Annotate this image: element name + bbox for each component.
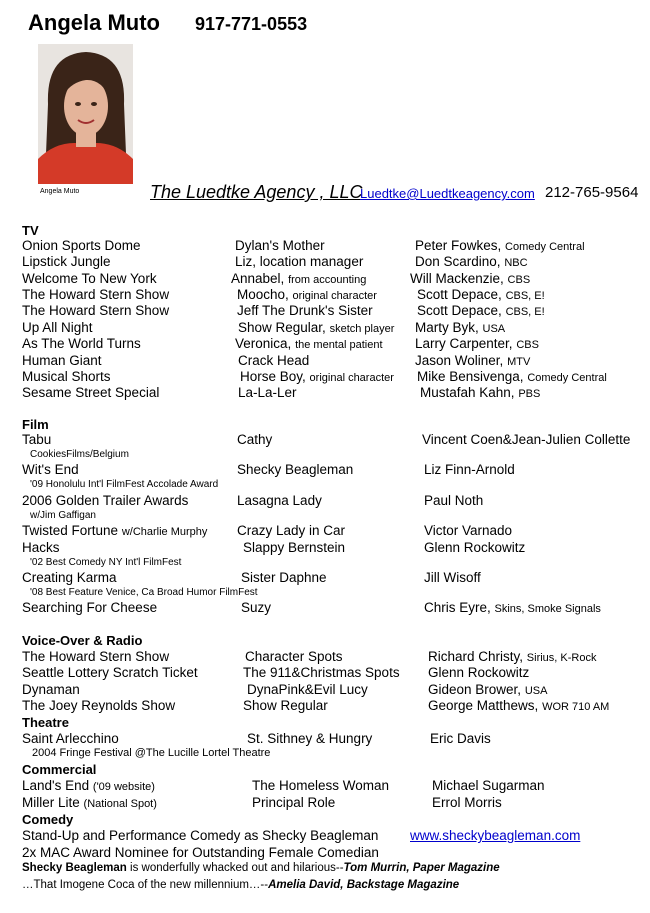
tv-role: Veronica, the mental patient: [235, 336, 383, 351]
film-title: Wit's End: [22, 462, 79, 477]
tv-director: Larry Carpenter, CBS: [415, 336, 539, 351]
commercial-director: Michael Sugarman: [432, 778, 545, 793]
film-role: Suzy: [241, 600, 272, 615]
tv-title: Lipstick Jungle: [22, 254, 111, 269]
theatre-role: St. Sithney & Hungry: [247, 731, 373, 746]
tv-director: Don Scardino, NBC: [415, 254, 528, 269]
tv-director: Scott Depace, CBS, E!: [417, 287, 545, 302]
tv-title: Up All Night: [22, 320, 93, 335]
film-note: '09 Honolulu Int'l FilmFest Accolade Award: [30, 479, 219, 490]
vo-title: Seattle Lottery Scratch Ticket: [22, 665, 198, 680]
agency-phone: 212-765-9564: [545, 184, 639, 201]
film-role: Crazy Lady in Car: [237, 523, 346, 538]
tv-role: Dylan's Mother: [235, 238, 325, 253]
tv-role: Horse Boy, original character: [240, 369, 394, 384]
film-director: Liz Finn-Arnold: [424, 462, 515, 477]
film-note: CookiesFilms/Belgium: [30, 449, 129, 460]
film-director: Glenn Rockowitz: [424, 540, 526, 555]
tv-title: Musical Shorts: [22, 369, 111, 384]
film-director: Victor Varnado: [424, 523, 513, 538]
tv-director: Peter Fowkes, Comedy Central: [415, 238, 585, 253]
comedy-website-link[interactable]: www.sheckybeagleman.com: [410, 828, 581, 843]
tv-title: The Howard Stern Show: [22, 303, 170, 318]
tv-director: Mustafah Kahn, PBS: [420, 385, 541, 400]
film-role: Slappy Bernstein: [243, 540, 346, 555]
film-heading: Film: [22, 417, 49, 432]
theatre-title: Saint Arlecchino: [22, 731, 119, 746]
film-title: Hacks: [22, 540, 60, 555]
vo-role: Character Spots: [245, 649, 343, 664]
tv-director: Mike Bensivenga, Comedy Central: [417, 369, 607, 384]
vo-role: Show Regular: [243, 698, 328, 713]
tv-title: Onion Sports Dome: [22, 238, 141, 253]
tv-title: Welcome To New York: [22, 271, 157, 286]
tv-role: La-La-Ler: [238, 385, 297, 400]
tv-role: Show Regular, sketch player: [238, 320, 395, 335]
press-quote: …That Imogene Coca of the new millennium…--Amelia David, Backstage Magazine: [22, 879, 460, 891]
tv-title: As The World Turns: [22, 336, 141, 351]
commercial-role: Principal Role: [252, 795, 336, 810]
photo-caption: Angela Muto: [40, 188, 80, 195]
tv-role: Jeff The Drunk's Sister: [237, 303, 373, 318]
film-note: '02 Best Comedy NY Int'l FilmFest: [30, 557, 182, 568]
vo-director: Gideon Brower, USA: [428, 682, 548, 697]
film-role: Cathy: [237, 432, 273, 447]
film-director: Paul Noth: [424, 493, 484, 508]
film-title: Creating Karma: [22, 570, 117, 585]
headshot-photo: [38, 44, 133, 184]
film-director: Vincent Coen&Jean-Julien Collette: [422, 432, 631, 447]
theatre-director: Eric Davis: [430, 731, 491, 746]
vo-title: The Joey Reynolds Show: [22, 698, 176, 713]
vo-director: Richard Christy, Sirius, K-Rock: [428, 649, 597, 664]
tv-director: Marty Byk, USA: [415, 320, 506, 335]
tv-heading: TV: [22, 223, 39, 238]
tv-role: Crack Head: [238, 353, 310, 368]
tv-title: Sesame Street Special: [22, 385, 160, 400]
film-title: Twisted Fortune w/Charlie Murphy: [22, 523, 208, 538]
tv-title: Human Giant: [22, 353, 102, 368]
agency-name: The Luedtke Agency , LLC: [150, 182, 363, 202]
vo-director: George Matthews, WOR 710 AM: [428, 698, 610, 713]
actor-name: Angela Muto: [28, 10, 160, 35]
commercial-heading: Commercial: [22, 762, 97, 777]
tv-role: Moocho, original character: [237, 287, 377, 302]
theatre-heading: Theatre: [22, 715, 69, 730]
vo-title: The Howard Stern Show: [22, 649, 170, 664]
film-role: Shecky Beagleman: [237, 462, 354, 477]
film-role: Sister Daphne: [241, 570, 327, 585]
vo-director: Glenn Rockowitz: [428, 665, 530, 680]
vo-title: Dynaman: [22, 682, 80, 697]
film-title: 2006 Golden Trailer Awards: [22, 493, 189, 508]
film-note: '08 Best Feature Venice, Ca Broad Humor FilmFest: [30, 587, 258, 598]
film-title: Tabu: [22, 432, 52, 447]
commercial-title: Miller Lite (National Spot): [22, 795, 157, 810]
comedy-heading: Comedy: [22, 812, 74, 827]
film-title: Searching For Cheese: [22, 600, 158, 615]
commercial-role: The Homeless Woman: [252, 778, 390, 793]
commercial-title: Land's End ('09 website): [22, 778, 155, 793]
tv-role: Annabel, from accounting: [231, 271, 367, 286]
voiceover-heading: Voice-Over & Radio: [22, 633, 143, 648]
agency-email-link[interactable]: Luedtke@Luedtkeagency.com: [360, 186, 535, 201]
film-director: Jill Wisoff: [424, 570, 481, 585]
award-line: 2x MAC Award Nominee for Outstanding Female Comedian: [22, 845, 379, 860]
press-quote: Shecky Beagleman is wonderfully whacked out and hilarious--Tom Murrin, Paper Magazine: [22, 862, 500, 874]
vo-role: The 911&Christmas Spots: [243, 665, 400, 680]
comedy-line: Stand-Up and Performance Comedy as Shecky Beagleman: [22, 828, 379, 843]
film-director: Chris Eyre, Skins, Smoke Signals: [424, 600, 601, 615]
tv-director: Scott Depace, CBS, E!: [417, 303, 545, 318]
actor-phone: 917-771-0553: [195, 14, 308, 34]
film-role: Lasagna Lady: [237, 493, 322, 508]
tv-director: Jason Woliner, MTV: [415, 353, 531, 368]
tv-director: Will Mackenzie, CBS: [410, 271, 531, 286]
tv-role: Liz, location manager: [235, 254, 364, 269]
tv-title: The Howard Stern Show: [22, 287, 170, 302]
film-note: w/Jim Gaffigan: [30, 510, 96, 521]
commercial-director: Errol Morris: [432, 795, 502, 810]
vo-role: DynaPink&Evil Lucy: [247, 682, 368, 697]
theatre-note: 2004 Fringe Festival @The Lucille Lortel Theatre: [32, 747, 271, 759]
